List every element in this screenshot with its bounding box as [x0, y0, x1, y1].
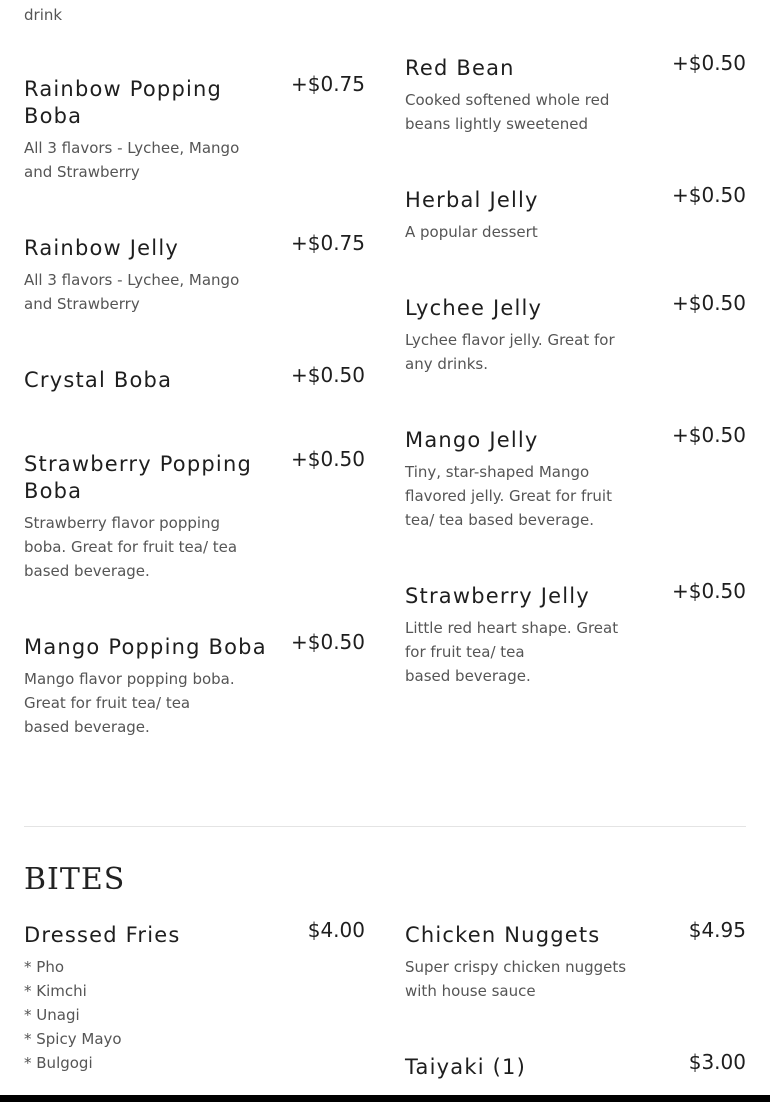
item-description: * Pho * Kimchi * Unagi * Spicy Mayo * Bulgogi [24, 958, 122, 1072]
item-name: Crystal Boba [24, 368, 173, 392]
menu-item-chicken-nuggets[interactable] [405, 918, 746, 1003]
item-description: All 3 flavors - Lychee, Mango and Strawberry [24, 271, 240, 313]
item-price: +$0.75 [290, 72, 365, 96]
item-price: +$0.75 [290, 231, 365, 255]
item-description: Super crispy chicken nuggets with house sauce [405, 958, 627, 1000]
menu-item-rainbow-popping-boba[interactable] [24, 72, 365, 184]
menu-item-crystal-boba[interactable] [24, 363, 365, 394]
item-price: +$0.50 [290, 630, 365, 654]
item-price: +$0.50 [290, 363, 365, 387]
item-price: +$0.50 [671, 183, 746, 207]
item-description: A popular dessert [405, 223, 538, 241]
item-name: Rainbow Jelly [24, 236, 179, 260]
item-price: $3.00 [688, 1050, 746, 1074]
menu-item-rainbow-jelly[interactable] [24, 231, 365, 316]
menu-item-taiyaki[interactable] [405, 1050, 746, 1081]
section-title-bites: BITES [24, 862, 126, 897]
item-name: Mango Popping Boba [24, 635, 267, 659]
item-name: Chicken Nuggets [405, 923, 601, 947]
item-price: +$0.50 [671, 579, 746, 603]
menu-item-strawberry-popping-boba[interactable] [24, 447, 365, 583]
item-name: Lychee Jelly [405, 296, 543, 320]
menu-item-strawberry-jelly[interactable] [405, 579, 746, 688]
item-description: Little red heart shape. Great for fruit tea/ tea based beverage. [405, 619, 619, 685]
bottom-bar [0, 1095, 770, 1102]
menu-item-lychee-jelly[interactable] [405, 291, 746, 376]
item-price: $4.95 [688, 918, 746, 942]
item-price: $4.00 [307, 918, 365, 942]
item-name: Red Bean [405, 56, 515, 80]
item-price: +$0.50 [290, 447, 365, 471]
menu-item-mango-popping-boba[interactable] [24, 630, 365, 739]
menu-item-herbal-jelly[interactable] [405, 183, 746, 244]
item-description: Lychee flavor jelly. Great for any drinks. [405, 331, 615, 373]
item-description: Mango flavor popping boba. Great for fruit tea/ tea based beverage. [24, 670, 235, 736]
menu-item-dressed-fries[interactable] [24, 918, 365, 1075]
top-cut-description: drink [24, 6, 63, 24]
menu-item-mango-jelly[interactable] [405, 423, 746, 532]
item-name: Mango Jelly [405, 428, 539, 452]
item-price: +$0.50 [671, 291, 746, 315]
item-name: Strawberry Jelly [405, 584, 590, 608]
menu-item-red-bean[interactable] [405, 51, 746, 136]
item-name: Rainbow Popping Boba [24, 77, 223, 128]
item-description: Strawberry flavor popping boba. Great for fruit tea/ tea based beverage. [24, 514, 238, 580]
section-divider [24, 826, 746, 827]
item-name: Strawberry Popping Boba [24, 452, 252, 503]
item-description: All 3 flavors - Lychee, Mango and Strawberry [24, 139, 240, 181]
item-name: Dressed Fries [24, 923, 181, 947]
item-description: Cooked softened whole red beans lightly sweetened [405, 91, 610, 133]
item-description: Tiny, star-shaped Mango flavored jelly. Great for fruit tea/ tea based beverage. [405, 463, 612, 529]
item-price: +$0.50 [671, 51, 746, 75]
item-name: Taiyaki (1) [405, 1055, 526, 1079]
item-price: +$0.50 [671, 423, 746, 447]
item-name: Herbal Jelly [405, 188, 539, 212]
